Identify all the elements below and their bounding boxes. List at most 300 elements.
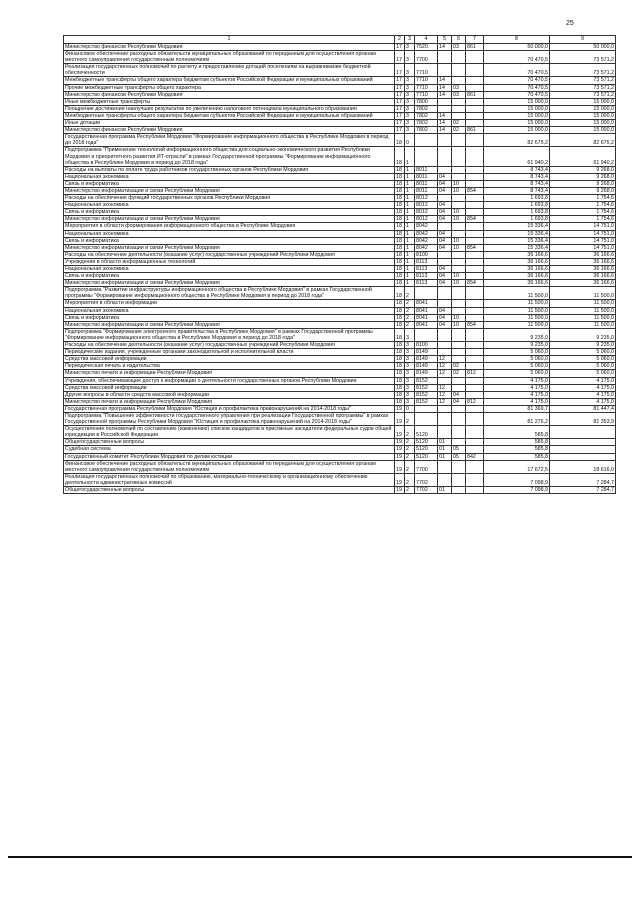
table-row [64, 328, 616, 341]
row-amount-year1: 7 098,9 [484, 473, 550, 486]
row-subsection: 02 [452, 370, 466, 377]
row-vr [466, 180, 484, 187]
table-row [64, 166, 616, 173]
table-row [64, 223, 616, 230]
row-section [438, 287, 452, 300]
row-name: Подпрограмма "Повышение эффективности государственного управления при реализации Государственной программы" в рамках Государственной программы Республики Мордовия "Юстиция и профилактика правонарушений на 2014-2018 годы" [64, 412, 395, 425]
row-target-code: 5120 [415, 446, 438, 453]
row-subprogram: 3 [405, 398, 415, 405]
row-section: 01 [438, 453, 452, 460]
row-amount-year2: 11 500,0 [550, 287, 616, 300]
row-amount-year1: 9 235,0 [484, 328, 550, 341]
row-vr [466, 237, 484, 244]
row-amount-year2: 50 000,0 [550, 44, 616, 51]
row-amount-year2: 73 571,2 [550, 91, 616, 98]
row-name: Связь и информатика [64, 209, 395, 216]
row-vr: 861 [466, 127, 484, 134]
row-kvsr: 18 [395, 307, 405, 314]
row-kvsr: 18 [395, 300, 405, 307]
row-name: Периодическая печать и издательства [64, 363, 395, 370]
row-amount-year1: 5 060,0 [484, 356, 550, 363]
row-subprogram: 2 [405, 426, 415, 439]
row-name: Связь и информатика [64, 273, 395, 280]
row-section [438, 342, 452, 349]
row-name: Подпрограмма "Развитие инфраструктуры информационного общества в Республике Мордовия" в рамках Государственной программы "Формирование информационного общества в Республике Мордовия в период до 2018 года" [64, 287, 395, 300]
row-amount-year2: 81 447,4 [550, 405, 616, 412]
row-amount-year1: 70 470,5 [484, 64, 550, 77]
row-name: Реализация государственных полномочий по образованию, материально-техническому и организационному обеспечению деятельности административных комиссий [64, 473, 395, 486]
row-amount-year1: 1 693,8 [484, 216, 550, 223]
row-vr [466, 166, 484, 173]
row-kvsr: 18 [395, 230, 405, 237]
row-target-code: 8011 [415, 187, 438, 194]
row-subsection: 10 [452, 280, 466, 287]
row-amount-year2: 9 268,0 [550, 173, 616, 180]
row-amount-year2: 4 175,0 [550, 391, 616, 398]
row-name: Связь и информатика [64, 237, 395, 244]
row-section: 04 [438, 307, 452, 314]
row-name: Национальная экономика [64, 307, 395, 314]
row-name: Министерство финансов Республики Мордовия [64, 91, 395, 98]
row-target-code: 8041 [415, 321, 438, 328]
row-amount-year1: 585,8 [484, 446, 550, 453]
row-target-code [415, 405, 438, 412]
row-amount-year1: 4 175,0 [484, 391, 550, 398]
row-amount-year1: 15 000,0 [484, 105, 550, 112]
row-target-code [415, 328, 438, 341]
row-section: 04 [438, 216, 452, 223]
row-subsection: 02 [452, 127, 466, 134]
row-subprogram: 1 [405, 237, 415, 244]
row-amount-year2 [550, 426, 616, 439]
table-row [64, 134, 616, 147]
row-kvsr: 18 [395, 195, 405, 202]
row-target-code [415, 287, 438, 300]
row-subsection: 03 [452, 44, 466, 51]
row-target-code: 8113 [415, 266, 438, 273]
row-amount-year2: 36 166,6 [550, 273, 616, 280]
row-target-code: 8042 [415, 223, 438, 230]
row-target-code: 7802 [415, 112, 438, 119]
row-vr [466, 251, 484, 258]
row-subsection: 02 [452, 120, 466, 127]
row-target-code: 8041 [415, 300, 438, 307]
row-target-code: 5120 [415, 439, 438, 446]
row-subprogram: 2 [405, 439, 415, 446]
row-name: Реализация государственных полномочий по расчету и предоставлению дотаций поселениям на выравнивание бюджетной обеспеченности [64, 64, 395, 77]
table-row [64, 473, 616, 486]
row-amount-year1: 11 500,0 [484, 307, 550, 314]
row-name: Финансовое обеспечение расходных обязательств муниципальных образований по переданным для осуществления органам местного самоуправления государственным полномочиям [64, 460, 395, 473]
row-name: Иные межбюджетные трансферты [64, 98, 395, 105]
row-amount-year2: 18 616,0 [550, 460, 616, 473]
row-section [438, 426, 452, 439]
row-amount-year2: 14 751,0 [550, 230, 616, 237]
row-subprogram: 3 [405, 356, 415, 363]
table-row [64, 91, 616, 98]
row-vr [466, 426, 484, 439]
row-subsection [452, 223, 466, 230]
row-kvsr: 18 [395, 398, 405, 405]
table-row [64, 300, 616, 307]
row-section: 14 [438, 120, 452, 127]
row-subprogram: 1 [405, 173, 415, 180]
table-row [64, 244, 616, 251]
row-name: Мероприятия в области формирования информационного общества в Республике Мордовия [64, 223, 395, 230]
row-target-code: 8011 [415, 180, 438, 187]
table-row [64, 180, 616, 187]
row-vr [466, 195, 484, 202]
row-vr [466, 356, 484, 363]
row-name: Средства массовой информации [64, 384, 395, 391]
row-subprogram: 3 [405, 98, 415, 105]
row-vr: 854 [466, 280, 484, 287]
row-section: 12 [438, 370, 452, 377]
row-vr: 861 [466, 44, 484, 51]
row-amount-year1: 36 166,6 [484, 258, 550, 265]
row-kvsr: 18 [395, 342, 405, 349]
row-amount-year1: 5 060,0 [484, 370, 550, 377]
row-target-code: 8012 [415, 195, 438, 202]
row-name: Межбюджетные трансферты общего характера бюджетам субъектов Российской Федерации и муниципальных образований [64, 77, 395, 84]
row-kvsr: 18 [395, 328, 405, 341]
row-amount-year2: 9 268,0 [550, 187, 616, 194]
row-amount-year1: 70 470,5 [484, 51, 550, 64]
row-kvsr: 18 [395, 349, 405, 356]
row-amount-year1: 5 060,0 [484, 349, 550, 356]
column-header: 6 [452, 36, 466, 44]
row-section: 14 [438, 127, 452, 134]
row-vr [466, 412, 484, 425]
row-vr [466, 230, 484, 237]
row-subsection [452, 166, 466, 173]
row-amount-year2: 1 754,6 [550, 195, 616, 202]
row-kvsr: 19 [395, 405, 405, 412]
row-name: Подпрограмма "Применение технологий информационного общества для социально-экономического развития Республики Мордовия и приоритетного развития ИТ-отрасли" в рамках Государственной программы "Формирование информационного общества в Республике Мордовия в период до 2018 года" [64, 147, 395, 166]
row-target-code: 8113 [415, 280, 438, 287]
row-subprogram: 2 [405, 300, 415, 307]
row-section: 04 [438, 321, 452, 328]
row-subsection [452, 342, 466, 349]
row-vr: 861 [466, 91, 484, 98]
row-amount-year2: 11 500,0 [550, 314, 616, 321]
row-section [438, 300, 452, 307]
page-bottom-rule [8, 856, 632, 858]
row-vr: 854 [466, 244, 484, 251]
row-section: 01 [438, 439, 452, 446]
row-subsection [452, 195, 466, 202]
row-subprogram: 1 [405, 266, 415, 273]
row-vr [466, 363, 484, 370]
table-body [64, 36, 616, 494]
row-section: 04 [438, 187, 452, 194]
row-amount-year1: 36 166,6 [484, 266, 550, 273]
row-subprogram: 2 [405, 487, 415, 494]
row-amount-year1: 15 000,0 [484, 127, 550, 134]
row-amount-year1: 4 175,0 [484, 398, 550, 405]
row-vr [466, 266, 484, 273]
row-subprogram: 1 [405, 147, 415, 166]
row-kvsr: 17 [395, 84, 405, 91]
row-vr: 854 [466, 216, 484, 223]
row-vr [466, 377, 484, 384]
row-kvsr: 18 [395, 223, 405, 230]
row-subsection [452, 230, 466, 237]
column-header: 5 [438, 36, 452, 44]
table-row [64, 356, 616, 363]
row-subsection [452, 356, 466, 363]
row-name: Министерство информатизации и связи Республики Мордовия [64, 216, 395, 223]
row-subprogram: 2 [405, 307, 415, 314]
row-section: 04 [438, 209, 452, 216]
row-name: Расходы на обеспечение функций государственных органов Республики Мордовия [64, 195, 395, 202]
row-target-code: 7802 [415, 120, 438, 127]
row-kvsr: 18 [395, 237, 405, 244]
row-amount-year2: 1 754,6 [550, 209, 616, 216]
table-row [64, 446, 616, 453]
row-name: Расходы на выплаты по оплате труда работников государственных органов Республики Мордовия [64, 166, 395, 173]
row-section: 01 [438, 446, 452, 453]
row-subsection [452, 487, 466, 494]
row-vr [466, 446, 484, 453]
row-name: Связь и информатика [64, 314, 395, 321]
row-amount-year1: 36 166,6 [484, 251, 550, 258]
row-subsection [452, 173, 466, 180]
row-name: Национальная экономика [64, 266, 395, 273]
row-subprogram: 1 [405, 187, 415, 194]
row-amount-year2: 4 175,0 [550, 398, 616, 405]
row-kvsr: 19 [395, 473, 405, 486]
row-target-code: 8042 [415, 230, 438, 237]
row-amount-year1: 8 743,4 [484, 166, 550, 173]
row-amount-year2 [550, 439, 616, 446]
row-name: Прочие межбюджетные трансферты общего характера [64, 84, 395, 91]
row-target-code: 7710 [415, 84, 438, 91]
row-section [438, 251, 452, 258]
row-kvsr: 18 [395, 384, 405, 391]
row-kvsr: 19 [395, 426, 405, 439]
row-target-code: 8149 [415, 363, 438, 370]
row-section [438, 405, 452, 412]
row-kvsr: 18 [395, 280, 405, 287]
row-name: Министерство информатизации и связи Республики Мордовия [64, 244, 395, 251]
row-kvsr: 18 [395, 356, 405, 363]
row-section: 12 [438, 356, 452, 363]
row-section: 14 [438, 77, 452, 84]
row-subsection: 10 [452, 216, 466, 223]
row-amount-year1: 5 060,0 [484, 363, 550, 370]
row-subprogram: 3 [405, 77, 415, 84]
table-row [64, 307, 616, 314]
table-row [64, 370, 616, 377]
row-name: Судебная система [64, 446, 395, 453]
table-row [64, 321, 616, 328]
row-vr [466, 98, 484, 105]
table-row [64, 266, 616, 273]
row-amount-year1: 17 672,5 [484, 460, 550, 473]
table-row [64, 64, 616, 77]
row-subprogram: 1 [405, 280, 415, 287]
row-section: 12 [438, 398, 452, 405]
row-amount-year1: 15 000,0 [484, 98, 550, 105]
row-target-code: 7702 [415, 487, 438, 494]
row-kvsr: 18 [395, 363, 405, 370]
row-subsection: 10 [452, 180, 466, 187]
row-name: Министерство печати и информации Республики Мордовия [64, 398, 395, 405]
row-kvsr: 18 [395, 370, 405, 377]
row-subprogram: 3 [405, 384, 415, 391]
row-amount-year1: 11 500,0 [484, 314, 550, 321]
row-section [438, 328, 452, 341]
row-section: 04 [438, 202, 452, 209]
row-subsection [452, 307, 466, 314]
table-row [64, 287, 616, 300]
row-name: Расходы на обеспечение деятельности (оказание услуг) государственных учреждений Республики Мордовия [64, 342, 395, 349]
row-subprogram: 3 [405, 112, 415, 119]
row-vr [466, 202, 484, 209]
row-kvsr: 18 [395, 147, 405, 166]
row-section: 12 [438, 391, 452, 398]
row-subsection [452, 105, 466, 112]
row-amount-year2 [550, 446, 616, 453]
row-subsection [452, 412, 466, 425]
row-amount-year2: 73 571,2 [550, 64, 616, 77]
row-name: Мероприятия в области информации [64, 300, 395, 307]
row-amount-year1: 36 166,6 [484, 280, 550, 287]
table-row [64, 98, 616, 105]
row-subsection [452, 266, 466, 273]
row-amount-year1: 4 175,0 [484, 384, 550, 391]
row-name: Национальная экономика [64, 230, 395, 237]
row-subprogram: 2 [405, 321, 415, 328]
row-subprogram: 0 [405, 405, 415, 412]
row-section: 12 [438, 384, 452, 391]
row-subsection [452, 384, 466, 391]
row-subsection [452, 460, 466, 473]
row-section: 12 [438, 363, 452, 370]
column-header: 3 [405, 36, 415, 44]
row-subprogram: 0 [405, 134, 415, 147]
row-name: Министерство информатизации и связи Республики Мордовия [64, 187, 395, 194]
row-amount-year2: 5 060,0 [550, 370, 616, 377]
row-vr [466, 307, 484, 314]
row-subsection [452, 439, 466, 446]
row-subprogram: 1 [405, 251, 415, 258]
row-amount-year1: 15 000,0 [484, 120, 550, 127]
row-target-code: 8152 [415, 391, 438, 398]
row-amount-year1: 15 336,4 [484, 244, 550, 251]
row-vr [466, 105, 484, 112]
row-amount-year1: 15 336,4 [484, 230, 550, 237]
row-amount-year1: 70 470,5 [484, 84, 550, 91]
row-name: Министерство печати и информации Республики Мордовия [64, 370, 395, 377]
row-kvsr: 17 [395, 44, 405, 51]
header-row [64, 36, 616, 44]
row-kvsr: 17 [395, 77, 405, 84]
row-target-code: 5120 [415, 426, 438, 439]
row-subsection [452, 147, 466, 166]
row-subprogram: 1 [405, 244, 415, 251]
row-name: Государственная программа Республики Мордовия "Юстиция и профилактика правонарушений на 2014-2018 годы" [64, 405, 395, 412]
table-row [64, 280, 616, 287]
column-header: 7 [466, 36, 484, 44]
row-target-code: 8042 [415, 237, 438, 244]
row-amount-year2: 7 284,7 [550, 487, 616, 494]
row-target-code [415, 412, 438, 425]
row-name: Поощрение достижения наилучших результатов по увеличению налогового потенциала муниципального образования [64, 105, 395, 112]
row-kvsr: 19 [395, 487, 405, 494]
row-target-code: 5120 [415, 453, 438, 460]
row-kvsr: 19 [395, 460, 405, 473]
row-section [438, 223, 452, 230]
row-amount-year1: 15 336,4 [484, 237, 550, 244]
row-vr [466, 273, 484, 280]
row-subprogram: 3 [405, 363, 415, 370]
row-name: Национальная экономика [64, 202, 395, 209]
row-target-code: 8149 [415, 356, 438, 363]
row-amount-year1: 50 000,0 [484, 44, 550, 51]
row-subsection: 10 [452, 209, 466, 216]
row-amount-year1: 585,8 [484, 439, 550, 446]
row-amount-year2: 36 166,6 [550, 266, 616, 273]
row-amount-year1: 61 940,2 [484, 147, 550, 166]
row-amount-year2: 73 571,2 [550, 84, 616, 91]
row-kvsr: 17 [395, 105, 405, 112]
row-amount-year1: 585,8 [484, 453, 550, 460]
row-vr [466, 134, 484, 147]
row-section: 04 [438, 180, 452, 187]
row-subprogram: 3 [405, 120, 415, 127]
row-kvsr: 17 [395, 98, 405, 105]
row-subsection [452, 405, 466, 412]
row-amount-year2: 36 166,6 [550, 280, 616, 287]
row-subprogram: 3 [405, 370, 415, 377]
row-subsection [452, 64, 466, 77]
row-target-code: 7702 [415, 473, 438, 486]
table-row [64, 453, 616, 460]
row-vr [466, 258, 484, 265]
row-subsection [452, 328, 466, 341]
column-header: 2 [395, 36, 405, 44]
table-row [64, 230, 616, 237]
row-amount-year2: 4 175,0 [550, 377, 616, 384]
row-amount-year1: 15 336,4 [484, 223, 550, 230]
row-amount-year2: 36 166,6 [550, 258, 616, 265]
row-section: 04 [438, 173, 452, 180]
row-amount-year2: 36 166,6 [550, 251, 616, 258]
row-name: Межбюджетные трансферты общего характера бюджетам субъектов Российской Федерации и муниципальных образований [64, 112, 395, 119]
table-row [64, 412, 616, 425]
row-section: 01 [438, 487, 452, 494]
row-amount-year1: 1 693,8 [484, 202, 550, 209]
row-section [438, 64, 452, 77]
row-subprogram: 1 [405, 273, 415, 280]
row-subprogram: 3 [405, 349, 415, 356]
row-section [438, 258, 452, 265]
row-kvsr: 18 [395, 202, 405, 209]
row-target-code: 8100 [415, 342, 438, 349]
row-target-code: 8012 [415, 216, 438, 223]
row-name: Иные дотации [64, 120, 395, 127]
row-amount-year2: 15 000,0 [550, 105, 616, 112]
row-target-code: 7700 [415, 51, 438, 64]
row-amount-year1: 585,8 [484, 426, 550, 439]
row-subprogram: 3 [405, 391, 415, 398]
row-kvsr: 17 [395, 91, 405, 98]
column-header: 1 [64, 36, 395, 44]
row-vr [466, 223, 484, 230]
row-amount-year2: 81 353,9 [550, 412, 616, 425]
